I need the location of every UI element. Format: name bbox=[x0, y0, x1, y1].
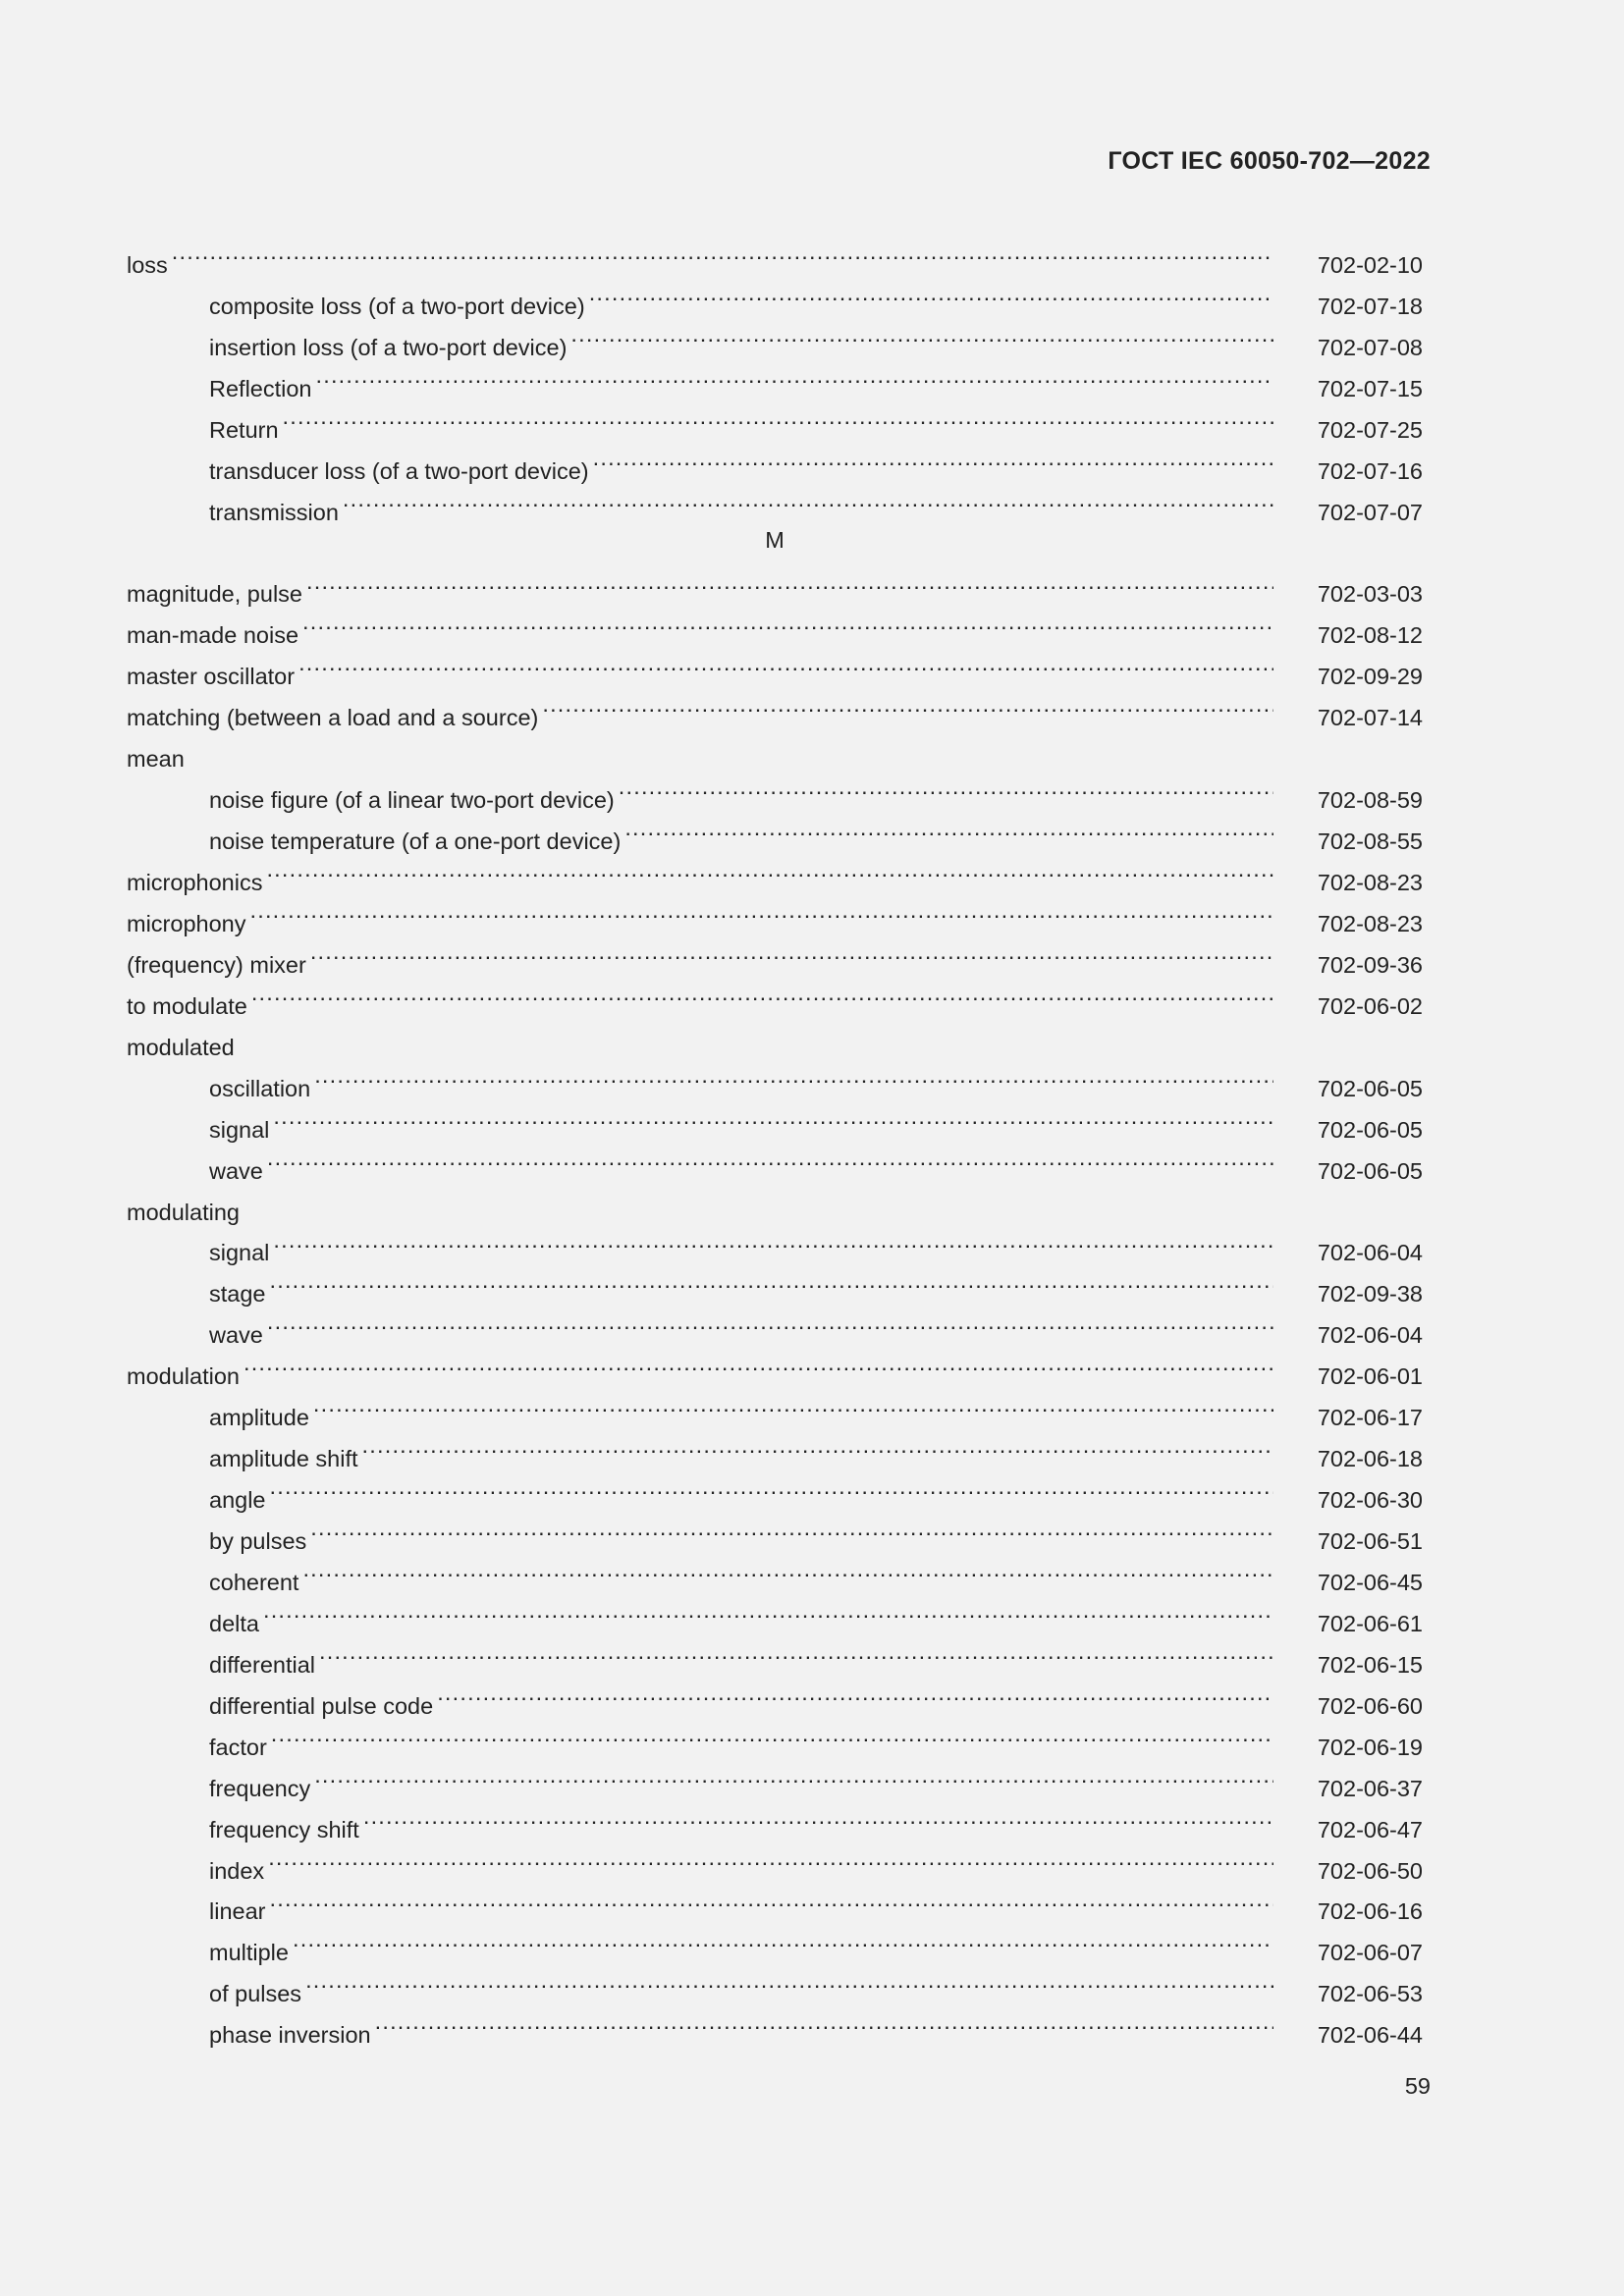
index-entry bbox=[127, 890, 1423, 936]
index-term: multiple bbox=[209, 1940, 289, 1966]
index-subentry bbox=[127, 1467, 1423, 1514]
dot-leader bbox=[314, 1755, 1273, 1796]
dot-leader bbox=[266, 849, 1273, 890]
dot-leader bbox=[310, 1508, 1273, 1549]
index-code: 702-06-17 bbox=[1317, 1405, 1423, 1431]
index-entry bbox=[127, 973, 1423, 1019]
page-number: 59 bbox=[1404, 2073, 1431, 2099]
dot-leader bbox=[619, 767, 1273, 808]
index-term: signal bbox=[209, 1240, 270, 1266]
index-subentry bbox=[127, 1096, 1423, 1143]
dot-leader bbox=[271, 1714, 1273, 1755]
index-term: transmission bbox=[209, 499, 339, 525]
index-entry bbox=[127, 849, 1423, 895]
index-entry bbox=[127, 932, 1423, 978]
index-subentry bbox=[127, 273, 1423, 319]
document-header: ГОСТ IEC 60050-702—2022 bbox=[1108, 147, 1431, 175]
index-entry bbox=[127, 1014, 1423, 1060]
dot-leader bbox=[267, 1302, 1273, 1343]
index-term: matching (between a load and a source) bbox=[127, 705, 539, 731]
index-subentry bbox=[127, 1879, 1423, 1925]
dot-leader bbox=[343, 479, 1273, 520]
index-subentry bbox=[127, 1919, 1423, 1966]
index-term: coherent bbox=[209, 1569, 299, 1595]
dot-leader bbox=[270, 1260, 1274, 1302]
index-term: frequency bbox=[209, 1775, 311, 1801]
index-term: factor bbox=[209, 1734, 267, 1760]
dot-leader bbox=[267, 1138, 1273, 1179]
index-code: 702-09-36 bbox=[1317, 951, 1423, 978]
index-term: microphonics bbox=[127, 870, 263, 895]
index-subentry bbox=[127, 1220, 1423, 1266]
index-subentry bbox=[127, 1302, 1423, 1349]
index-code: 702-09-29 bbox=[1317, 664, 1423, 690]
dot-leader bbox=[306, 561, 1273, 603]
index-code: 702-06-47 bbox=[1317, 1816, 1423, 1842]
index-code: 702-07-18 bbox=[1317, 293, 1423, 319]
dot-leader bbox=[283, 397, 1273, 438]
index-subentry bbox=[127, 1508, 1423, 1554]
index-code: 702-08-55 bbox=[1317, 828, 1423, 855]
index-code: 702-06-16 bbox=[1317, 1898, 1423, 1925]
index-entry bbox=[127, 561, 1423, 608]
dot-leader bbox=[269, 1879, 1273, 1920]
index-code: 702-06-60 bbox=[1317, 1692, 1423, 1719]
index-subentry bbox=[127, 1549, 1423, 1595]
index-term: differential pulse code bbox=[209, 1692, 434, 1719]
index-term: stage bbox=[209, 1281, 266, 1308]
index-term: Return bbox=[209, 416, 279, 443]
index-code: 702-06-01 bbox=[1317, 1363, 1423, 1390]
index-code: 702-06-37 bbox=[1317, 1775, 1423, 1801]
dot-leader bbox=[298, 643, 1273, 684]
index-code: 702-07-14 bbox=[1317, 705, 1423, 731]
index-code: 702-06-02 bbox=[1317, 992, 1423, 1019]
index-code: 702-06-19 bbox=[1317, 1734, 1423, 1760]
index-code: 702-06-15 bbox=[1317, 1651, 1423, 1678]
dot-leader bbox=[375, 2002, 1273, 2043]
index-subentry bbox=[127, 1055, 1423, 1101]
index-code: 702-07-16 bbox=[1317, 457, 1423, 484]
index-subentry bbox=[127, 1425, 1423, 1472]
index-term: amplitude bbox=[209, 1405, 309, 1431]
index-subentry bbox=[127, 1714, 1423, 1760]
dot-leader bbox=[362, 1425, 1273, 1467]
index-subentry bbox=[127, 1960, 1423, 2007]
index-code: 702-03-03 bbox=[1317, 581, 1423, 608]
dot-leader bbox=[302, 1549, 1273, 1590]
dot-leader bbox=[624, 808, 1273, 849]
dot-leader bbox=[302, 602, 1273, 643]
index-code: 702-08-23 bbox=[1317, 870, 1423, 895]
index-code: 702-08-12 bbox=[1317, 622, 1423, 649]
index-subentry bbox=[127, 2002, 1423, 2049]
index-term: wave bbox=[209, 1322, 263, 1349]
index-term: frequency shift bbox=[209, 1816, 359, 1842]
index-term: modulated bbox=[127, 1034, 235, 1060]
index-term: modulation bbox=[127, 1363, 240, 1390]
index-code: 702-08-59 bbox=[1317, 787, 1423, 814]
index-term: signal bbox=[209, 1116, 270, 1143]
index-term: noise temperature (of a one-port device) bbox=[209, 828, 622, 855]
dot-leader bbox=[268, 1838, 1273, 1879]
dot-leader bbox=[363, 1796, 1273, 1838]
dot-leader bbox=[437, 1673, 1273, 1714]
index-code: 702-06-04 bbox=[1317, 1322, 1423, 1349]
dot-leader bbox=[314, 1055, 1273, 1096]
dot-leader bbox=[244, 1343, 1273, 1384]
index-subentry bbox=[127, 1673, 1423, 1719]
index-term: linear bbox=[209, 1898, 266, 1925]
index-subentry bbox=[127, 1631, 1423, 1678]
index-code: 702-06-07 bbox=[1317, 1940, 1423, 1966]
index-code: 702-06-05 bbox=[1317, 1116, 1423, 1143]
index-subentry bbox=[127, 1260, 1423, 1308]
index-entry bbox=[127, 232, 1423, 278]
index-entry bbox=[127, 684, 1423, 731]
index-code: 702-06-30 bbox=[1317, 1487, 1423, 1514]
index-term: of pulses bbox=[209, 1981, 302, 2007]
index-term: oscillation bbox=[209, 1075, 311, 1101]
term-index bbox=[127, 232, 1423, 2049]
dot-leader bbox=[570, 314, 1273, 355]
dot-leader bbox=[313, 1384, 1273, 1425]
index-term: Reflection bbox=[209, 375, 312, 401]
index-subentry bbox=[127, 1590, 1423, 1636]
index-term: phase inversion bbox=[209, 2022, 371, 2049]
index-term: wave bbox=[209, 1157, 263, 1184]
index-term: magnitude, pulse bbox=[127, 581, 302, 608]
dot-leader bbox=[273, 1220, 1273, 1261]
dot-leader bbox=[542, 684, 1273, 725]
index-term: differential bbox=[209, 1651, 315, 1678]
index-subentry bbox=[127, 438, 1423, 484]
dot-leader bbox=[293, 1919, 1273, 1960]
index-subentry bbox=[127, 767, 1423, 814]
dot-leader bbox=[319, 1631, 1273, 1673]
index-term: amplitude shift bbox=[209, 1446, 358, 1472]
index-entry bbox=[127, 1343, 1423, 1390]
index-term: transducer loss (of a two-port device) bbox=[209, 457, 589, 484]
index-code: 702-02-10 bbox=[1317, 251, 1423, 278]
index-term: man-made noise bbox=[127, 622, 299, 649]
index-subentry bbox=[127, 1796, 1423, 1842]
index-term: angle bbox=[209, 1487, 266, 1514]
index-subentry bbox=[127, 1838, 1423, 1884]
dot-leader bbox=[263, 1590, 1273, 1631]
section-letter: M bbox=[765, 526, 785, 553]
index-term: master oscillator bbox=[127, 664, 296, 690]
index-code: 702-06-51 bbox=[1317, 1528, 1423, 1554]
dot-leader bbox=[172, 232, 1273, 273]
index-code: 702-06-45 bbox=[1317, 1569, 1423, 1595]
index-term: insertion loss (of a two-port device) bbox=[209, 334, 568, 360]
index-entry bbox=[127, 643, 1423, 690]
dot-leader bbox=[251, 973, 1273, 1014]
dot-leader bbox=[589, 273, 1273, 314]
index-code: 702-07-25 bbox=[1317, 416, 1423, 443]
index-subentry bbox=[127, 1384, 1423, 1431]
index-subentry bbox=[127, 1755, 1423, 1801]
dot-leader bbox=[305, 1960, 1273, 2002]
dot-leader bbox=[249, 890, 1273, 932]
index-term: composite loss (of a two-port device) bbox=[209, 293, 585, 319]
index-entry bbox=[127, 1179, 1423, 1225]
dot-leader bbox=[273, 1096, 1273, 1138]
index-code: 702-06-61 bbox=[1317, 1610, 1423, 1636]
index-term: delta bbox=[209, 1610, 259, 1636]
index-code: 702-06-44 bbox=[1317, 2022, 1423, 2049]
index-code: 702-06-04 bbox=[1317, 1240, 1423, 1266]
index-subentry bbox=[127, 1138, 1423, 1184]
index-term: mean bbox=[127, 746, 185, 773]
index-term: noise figure (of a linear two-port device) bbox=[209, 787, 615, 814]
index-subentry bbox=[127, 397, 1423, 443]
index-code: 702-06-50 bbox=[1317, 1857, 1423, 1884]
index-code: 702-06-53 bbox=[1317, 1981, 1423, 2007]
dot-leader bbox=[593, 438, 1273, 479]
index-term: (frequency) mixer bbox=[127, 951, 306, 978]
index-term: by pulses bbox=[209, 1528, 307, 1554]
index-code: 702-08-23 bbox=[1317, 910, 1423, 936]
index-code: 702-06-18 bbox=[1317, 1446, 1423, 1472]
dot-leader bbox=[310, 932, 1273, 973]
index-entry bbox=[127, 602, 1423, 649]
index-code: 702-06-05 bbox=[1317, 1157, 1423, 1184]
dot-leader bbox=[270, 1467, 1274, 1508]
index-code: 702-09-38 bbox=[1317, 1281, 1423, 1308]
index-subentry bbox=[127, 355, 1423, 401]
index-code: 702-07-08 bbox=[1317, 334, 1423, 360]
index-code: 702-07-07 bbox=[1317, 499, 1423, 525]
index-term: loss bbox=[127, 251, 168, 278]
dot-leader bbox=[316, 355, 1274, 397]
index-code: 702-07-15 bbox=[1317, 375, 1423, 401]
index-term: modulating bbox=[127, 1199, 240, 1225]
index-code: 702-06-05 bbox=[1317, 1075, 1423, 1101]
index-term: index bbox=[209, 1857, 265, 1884]
index-term: microphony bbox=[127, 910, 246, 936]
index-term: to modulate bbox=[127, 992, 247, 1019]
